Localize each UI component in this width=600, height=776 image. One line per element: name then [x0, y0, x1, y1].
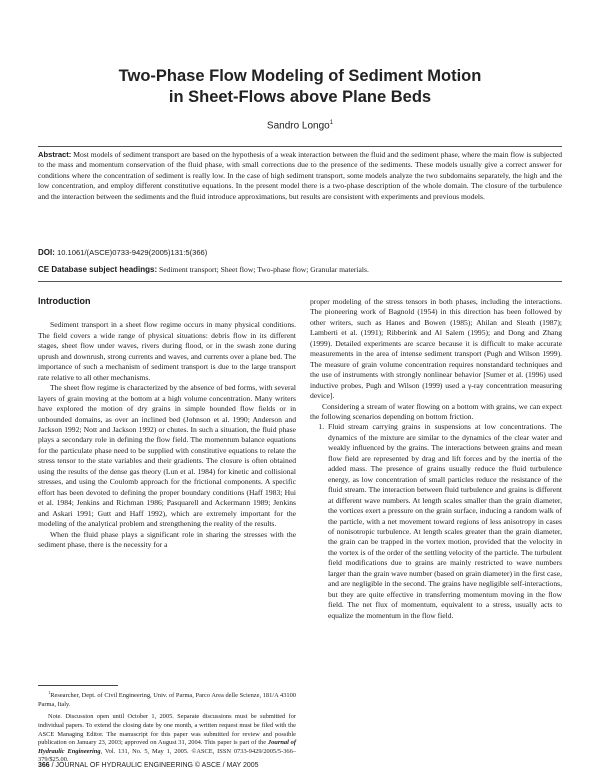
footnote-note-text-1: Note. Discussion open until October 1, 2005. Separate discussions must be submitted for individual papers. To extend the closing date by one month, a written request must be filed with the ASCE Managing Editor. The manuscript for this paper was submitted for review and possible publication on January 23, 2003; approved on August 31, 2004. This paper is part of the: [38, 713, 296, 747]
right-column: [310, 297, 562, 621]
page-footer: [38, 762, 562, 769]
footnote-affiliation-text: Researcher, Dept. of Civil Engineering, Univ. of Parma, Parco Area delle Scienze, 181/A 43100 Parma, Italy.: [38, 692, 296, 708]
footnote-journal-name: Journal of Hydraulic Engineering: [38, 739, 296, 755]
author-line: [60, 120, 540, 131]
scenario-list-item-1: 1. Fluid stream carrying grains in suspensions at low concentrations. The dynamics of the mixture are similar to the dynamics of the clear water and weakly influenced by the grains. The interactions between grains and mean flow field are represented by drag and lift forces and by the inertia of the added mass. The presence of grains usually reduce the fluid turbulence energy, as low concentration of small particles reduce the resistance of the fluid stream. The interaction between fluid turbulence and grains is different at different wave numbers. At length scales smaller than the grain diameter, the vortices exert a pressure on the grain surface, inducing a random walk of the particle, with a net movement toward regions of less anisotropy in cases of nonisotropic turbulence. At length scales greater than the grain diameter, the grain can be trapped in the vortex motion, provided that the velocity in the vortex is of the order of the settling velocity of the particle. The turbulent field modifications due to grains are mainly restricted to wave numbers larger than the grain wave number (based on grain diameter) in the first case, and are negligible in the second. The grains have negligible self-interactions, but they are quite effective in transferring momentum moving in the flow field. The net flux of momentum, equivalent to a stress, usually acts to equalize the momentum in the flow field.: [326, 422, 562, 621]
left-column: [38, 296, 296, 550]
doi-label: DOI:: [38, 248, 55, 257]
scenario-list: [310, 422, 562, 621]
subject-label: CE Database subject headings:: [38, 265, 158, 274]
subject-value: Sediment transport; Sheet flow; Two-phase flow; Granular materials.: [157, 265, 369, 274]
footnote-affiliation: [38, 689, 296, 709]
footer-journal-line: / JOURNAL OF HYDRAULIC ENGINEERING © ASCE / MAY 2005: [49, 762, 259, 769]
footnote-mark: 1: [48, 690, 51, 695]
footnote-rule: [38, 685, 118, 686]
title-line-1: Two-Phase Flow Modeling of Sediment Motion: [118, 67, 482, 85]
paper-title: [60, 66, 540, 108]
abstract-bottom-rule: [38, 281, 562, 282]
abstract-label: Abstract:: [38, 150, 72, 159]
intro-paragraph-1: Sediment transport in a sheet flow regime occurs in many physical conditions. The field covers a wide range of physical situations: debris flow in its different stages, sheet flow under waves, rivers during flood, or in the swash zone during uprush and downrush, strong currents and waves, and currents over a plane bed. The importance of such a mechanism of sediment transport is due to the large transport rate relative to all other mechanisms.: [38, 320, 296, 382]
right-paragraph-1: proper modeling of the stress tensors in both phases, including the interactions. The pioneering work of Bagnold (1954) in this direction has been followed by other writers, such as Hanes and Bowen (1985); Ahilan and Sleath (1987); Lamberti et al. (1991); Ribberink and Al Salem (1995); and Dong and Zhang (1999). Detailed experiments are scarce because it is difficult to make accurate measurements in the area of intense sediment transport (Pugh and Wilson 1999). The measure of grain volume concentration requires nonstandard techniques and the use of instruments with strongly nonlinear behavior [Sumer et al. (1996) used inductive probes, Pugh and Wilson (1999) used a γ-ray concentration measuring device].: [310, 297, 562, 401]
doi-value: 10.1061/(ASCE)0733-9429(2005)131:5(366): [54, 248, 208, 257]
section-heading-introduction: Introduction: [38, 296, 91, 306]
footnotes: [38, 689, 296, 769]
doi-line: [38, 248, 562, 257]
intro-paragraph-2: The sheet flow regime is characterized by the absence of bed forms, with several layers of grain moving at the bottom at a high volume concentration. Many writers have explored the motion of dry grains in simple bounded flow fields or in unbounded domains, as over an inclined bed (Johnson et al. 1990; Anderson and Jackson 1992; Nott and Jackson 1992) or chutes. In such a situation, the fluid phase plays a secondary role in defining the flow field. The momentum balance equations for the particulate phase need to be supplied with constitutive equations to relate the stress tensor to the state variables and their gradients. The closure is often obtained using the results of the dense gas theory (Lun et al. 1984) for kinetic and collisional stresses, and using the Coulomb approach for the frictional components. A specific effort has been devoted to defining the proper boundary conditions (Haff 1983; Hui et al. 1984; Jenkins and Richman 1986; Pasquarell and Ackermann 1989; Jenkins and Askari 1991; Gutt and Haff 1992), which are extremely important for the modeling of the analytical problem and strengthening the reality of the results.: [38, 383, 296, 529]
subject-headings: [38, 265, 562, 274]
title-line-2: in Sheet-Flows above Plane Beds: [168, 88, 432, 106]
abstract-text: Most models of sediment transport are based on the hypothesis of a weak interaction between the fluid and the sediment phase, where the main flow is subjected to the mass and momentum conservation of the fluid phase, with small corrections due to the presence of the sediments. These models usually give a correct answer for conditions where the concentration of sediment is really low. In the case of high sediment transport, some models analyze the two subdomains separately, the high and the low concentration, and employ different constitutive equations. In the present model there is a two-phase description of the whole domain. The closure of the turbulence and the interaction between the sediments and the fluid introduce approximations, but results are consistent with experiments and previous models.: [38, 150, 562, 201]
abstract-top-rule: [38, 146, 562, 147]
page-number: 366: [38, 762, 50, 769]
author-name: Sandro Longo: [266, 120, 330, 132]
footnote-note: [38, 713, 296, 765]
intro-paragraph-3: When the fluid phase plays a significant role in sharing the stresses with the sediment phase, there is the necessity for a: [38, 529, 296, 549]
right-paragraph-2: Considering a stream of water flowing on a bottom with grains, we can expect the following scenarios depending on bottom friction.: [310, 401, 562, 421]
author-footnote-mark: 1: [329, 120, 334, 126]
footnote-note-text-2: , Vol. 131, No. 5, May 1, 2005. ©ASCE, ISSN 0733-9429/2005/5-366–379/$25.00.: [38, 747, 296, 764]
abstract: [38, 150, 562, 202]
